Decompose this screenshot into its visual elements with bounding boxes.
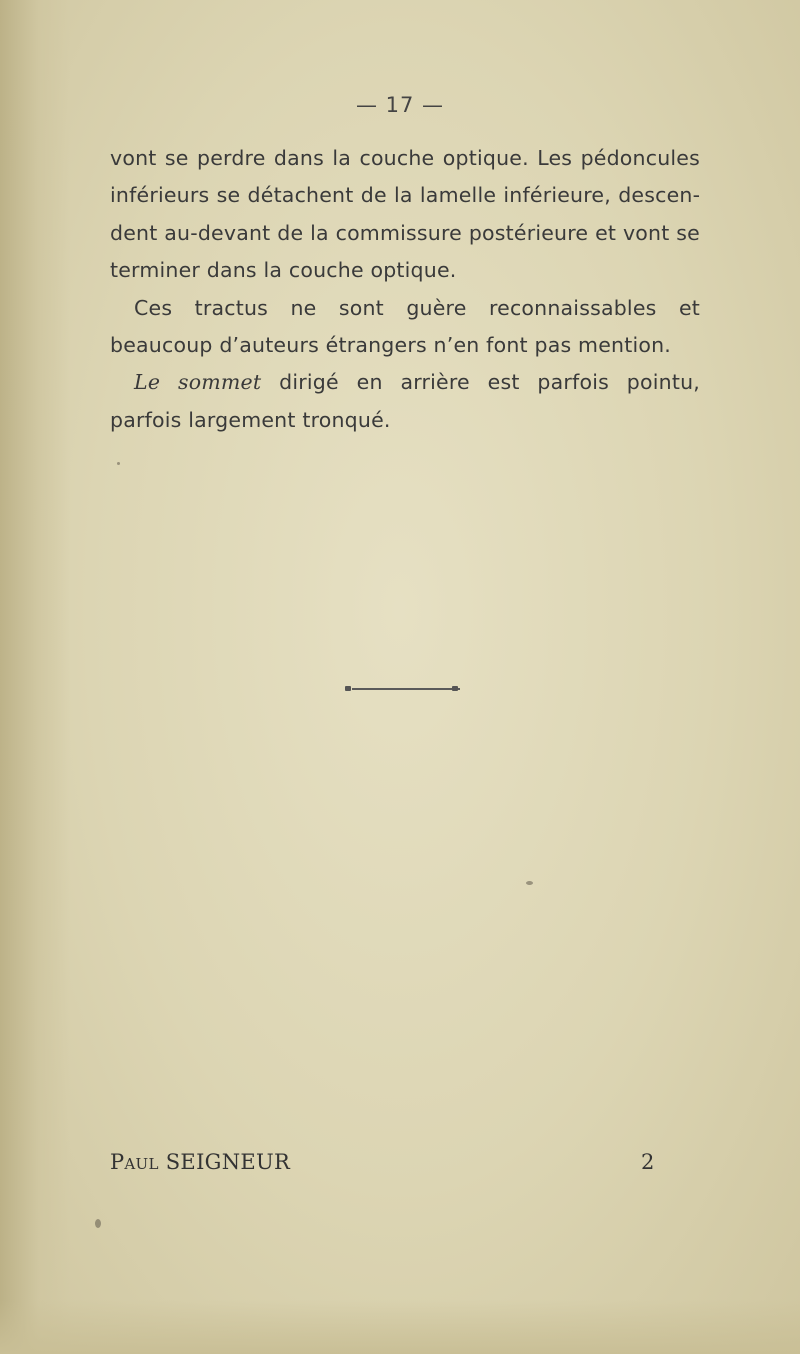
separator-dot-left xyxy=(345,686,351,691)
ink-speck xyxy=(95,1219,101,1228)
page-edge-shadow xyxy=(0,0,70,1354)
body-text xyxy=(110,140,700,439)
signature-line xyxy=(110,1150,290,1174)
sheet-number: 2 xyxy=(641,1150,655,1174)
separator-dot-right xyxy=(452,686,458,691)
paragraph-2: Ces tractus ne sont guère reconnaissables et beaucoup d’auteurs étrangers n’en font pas mention. xyxy=(110,295,700,358)
paragraph-1: vont se perdre dans la couche optique. Les pédoncules inférieurs se détachent de la lamelle inférieure, descendent au-devant de la commissure postérieure et vont se terminer dans la couche optique. xyxy=(110,146,700,283)
page-number: — 17 — xyxy=(355,93,445,117)
paragraph-3 xyxy=(110,364,700,439)
paragraph-3-italic: Le sommet xyxy=(134,370,262,395)
section-separator xyxy=(352,688,460,690)
signature-last-name: SEIGNEUR xyxy=(165,1150,291,1174)
paragraph-3-text: dirigé en arrière est parfois pointu, parfois largement tronqué. xyxy=(110,370,700,432)
signature-first-name: Paul xyxy=(110,1150,159,1174)
page-bottom-shadow xyxy=(0,1300,800,1354)
ink-speck xyxy=(117,462,120,465)
ink-speck xyxy=(526,881,533,885)
